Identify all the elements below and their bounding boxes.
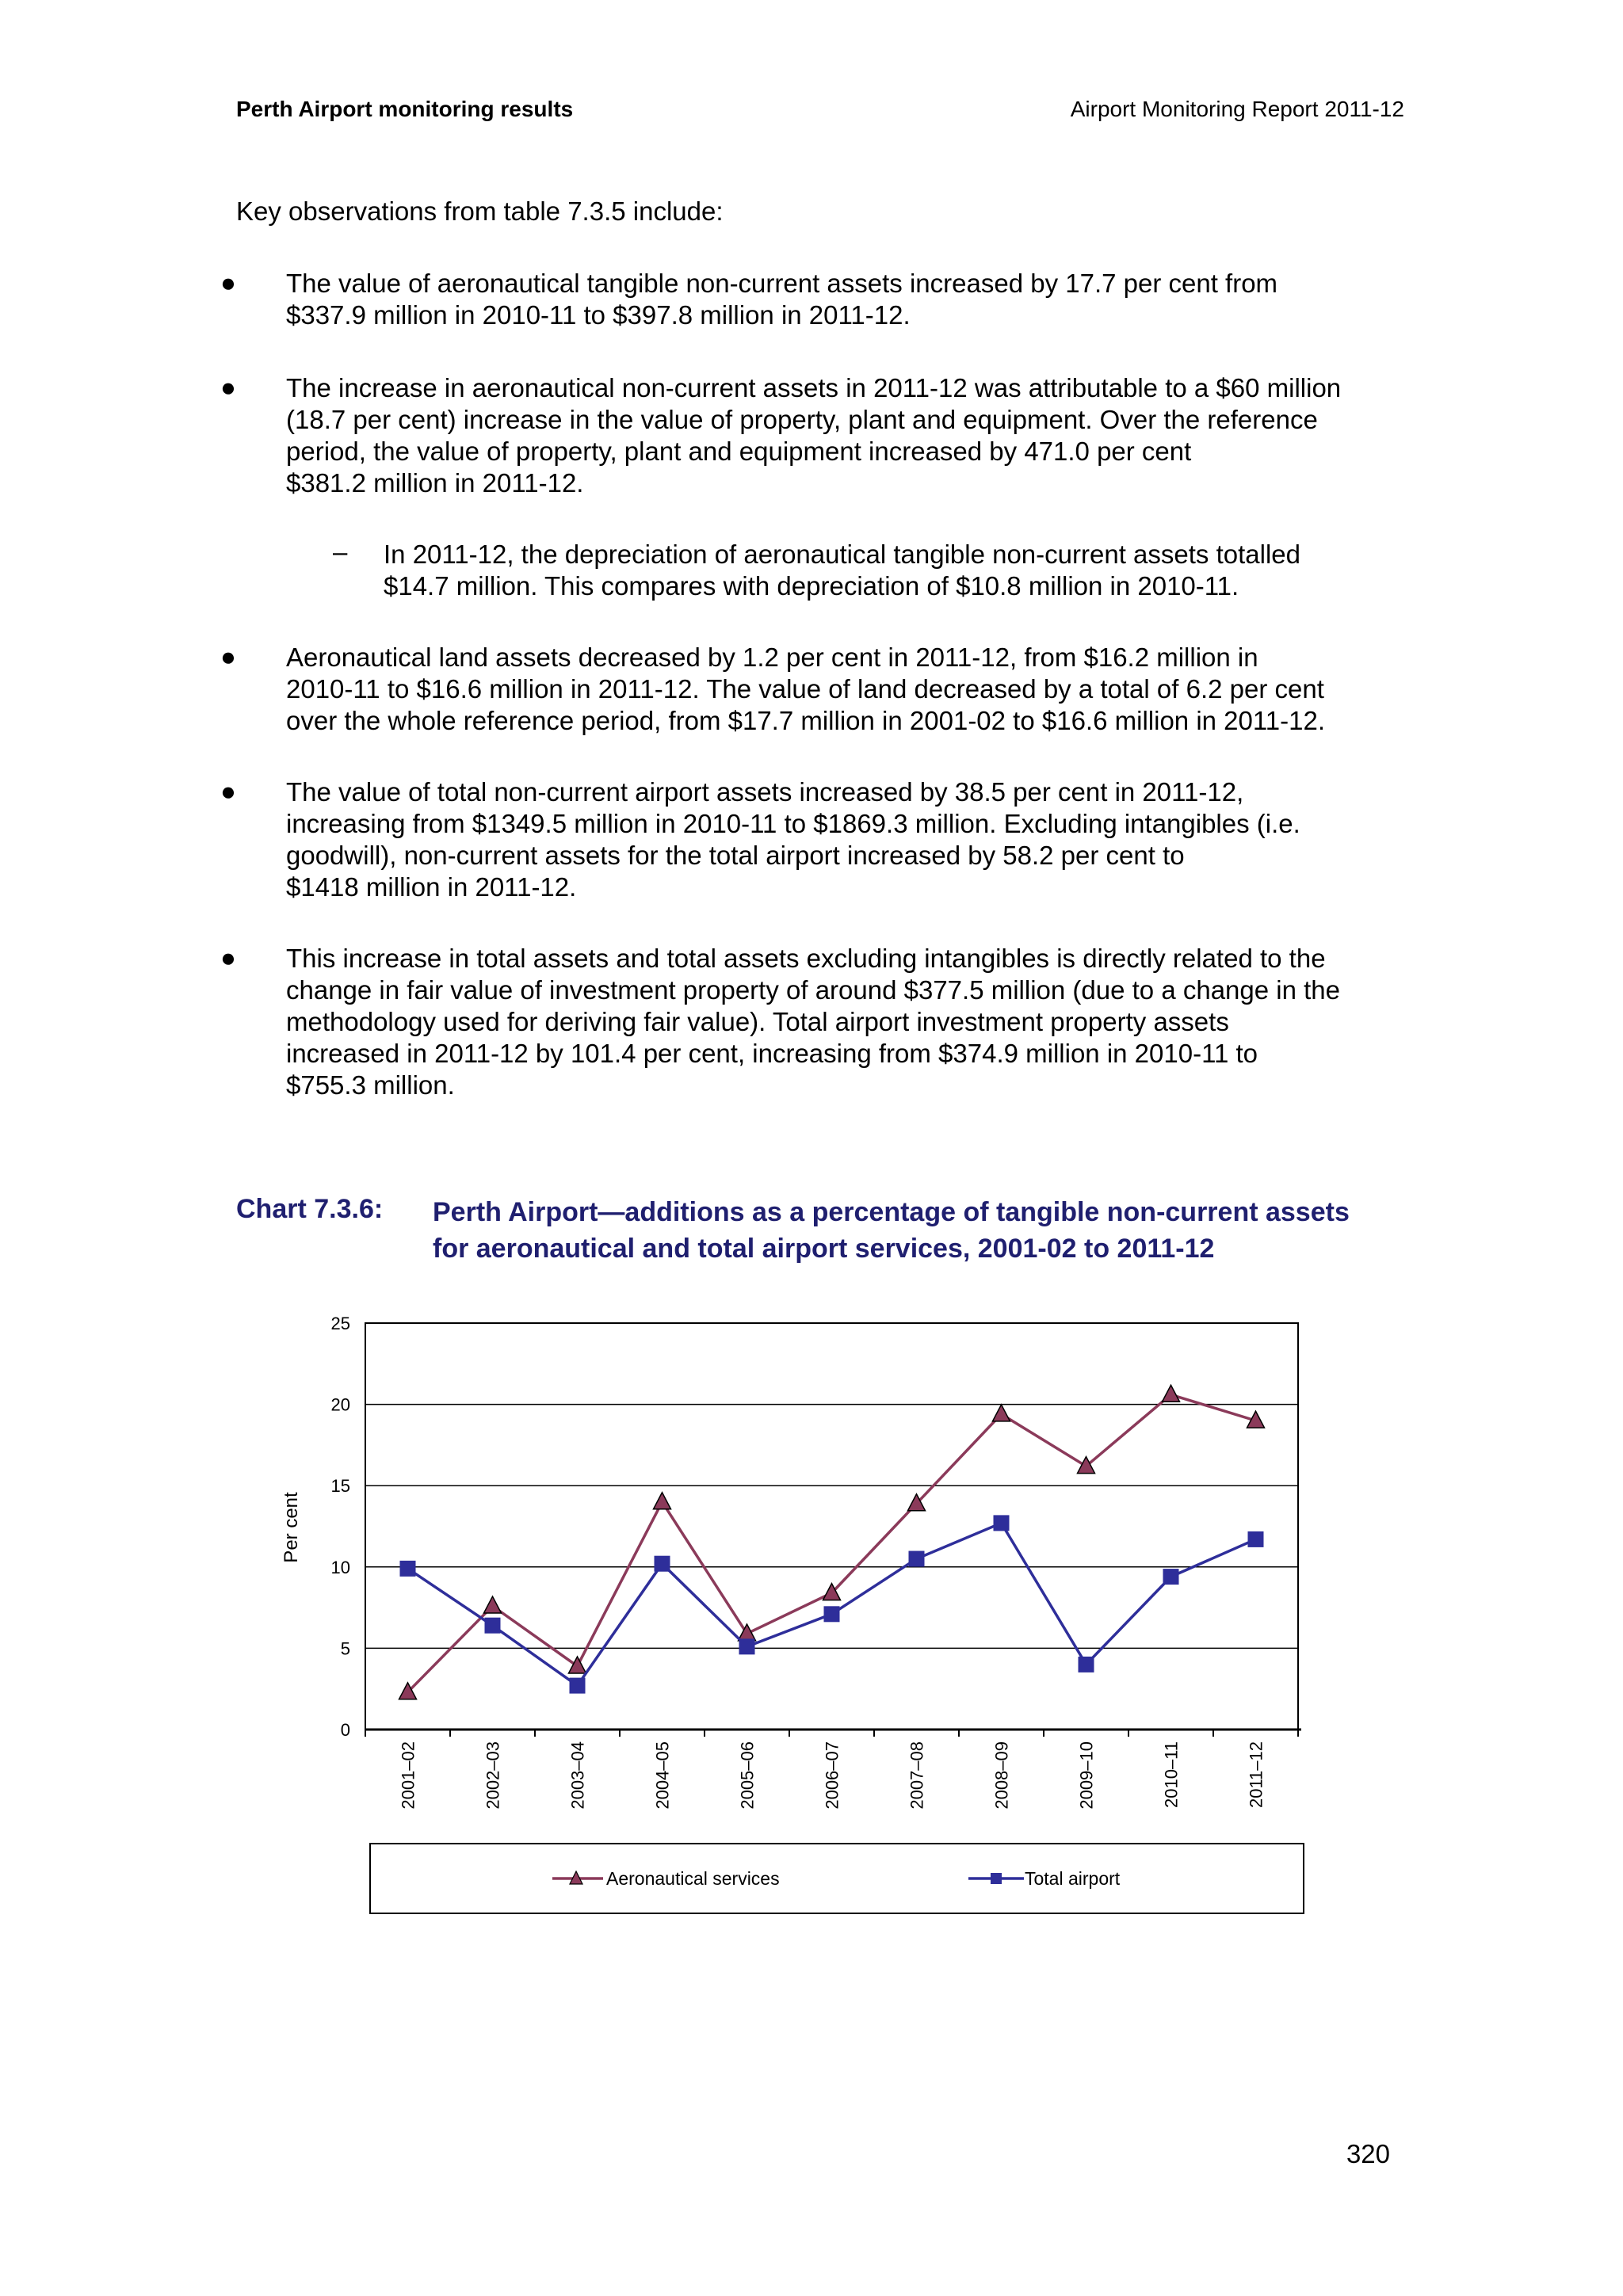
bullet-marker: ● <box>220 642 236 671</box>
y-axis-label: Per cent <box>281 1492 302 1563</box>
legend-label: Aeronautical services <box>606 1868 780 1889</box>
bullet-paragraph-5: This increase in total assets and total assets excluding intangibles is directly related to the change in fair value of investment property of around $377.5 million (due to a change in the methodology used for deriving fair value). Total airport investment property assets increased in 2011-12 by 101.4 per cent, increasing from $374.9 million in 2010-11 to $755.3 million. <box>286 944 1341 1100</box>
chart-title: Perth Airport—additions as a percentage of tangible non-current assets for aeronautical and total airport services, 2001-02 to 2011-12 <box>433 1197 1350 1264</box>
series-line-aeronautical-services <box>408 1394 1256 1692</box>
data-point-aeronautical-services <box>1163 1385 1180 1402</box>
y-tick-label: 15 <box>330 1476 350 1497</box>
data-point-aeronautical-services <box>1078 1457 1095 1474</box>
bullet-marker: ● <box>220 776 236 806</box>
bullet-marker: ● <box>220 372 236 402</box>
data-point-total-airport <box>1248 1531 1264 1547</box>
legend-label: Total airport <box>1025 1868 1121 1889</box>
data-point-total-airport <box>570 1678 586 1694</box>
y-tick-label: 10 <box>330 1557 350 1577</box>
bullet-marker: ● <box>220 943 236 972</box>
bullet-paragraph-2: The increase in aeronautical non-current assets in 2011-12 was attributable to a $60 million (18.7 per cent) increase in the value of property, plant and equipment. Over the reference period, the value of property, plant and equipment increased by 471.0 per cent $381.2 million in 2011-12. <box>286 373 1342 498</box>
x-tick-label: 2001–02 <box>398 1741 418 1810</box>
data-point-total-airport <box>909 1551 925 1567</box>
bullet-paragraph-1: The value of aeronautical tangible non-current assets increased by 17.7 per cent from $337.9 million in 2010-11 to $397.8 million in 2011-12. <box>286 269 1278 330</box>
data-point-total-airport <box>655 1556 670 1572</box>
y-tick-label: 0 <box>340 1720 350 1740</box>
data-point-total-airport <box>739 1638 755 1654</box>
y-tick-label: 5 <box>340 1638 350 1659</box>
sub-bullet-paragraph: In 2011-12, the depreciation of aeronautical tangible non-current assets totalled $14.7 million. This compares with depreciation of $10.8 million in 2010-11. <box>384 540 1300 601</box>
bullet-marker: ● <box>220 268 236 297</box>
data-point-total-airport <box>400 1561 416 1577</box>
chart-number-label: Chart 7.3.6: <box>236 1194 384 1224</box>
running-header-report: Airport Monitoring Report 2011-12 <box>1070 97 1404 121</box>
running-header-title: Perth Airport monitoring results <box>236 97 574 121</box>
data-point-aeronautical-services <box>654 1493 671 1509</box>
x-tick-label: 2008–09 <box>991 1741 1012 1810</box>
x-tick-label: 2009–10 <box>1076 1741 1097 1810</box>
x-tick-label: 2007–08 <box>907 1741 927 1810</box>
y-tick-label: 25 <box>330 1314 350 1333</box>
x-tick-label: 2002–03 <box>483 1741 503 1810</box>
intro-text: Key observations from table 7.3.5 include: <box>236 196 724 226</box>
legend-marker-square <box>991 1873 1002 1884</box>
data-point-total-airport <box>485 1618 501 1634</box>
x-tick-label: 2005–06 <box>737 1741 758 1810</box>
x-tick-label: 2010–11 <box>1161 1741 1182 1809</box>
data-point-total-airport <box>994 1515 1010 1531</box>
series-line-total-airport <box>408 1523 1256 1685</box>
data-point-total-airport <box>1079 1657 1094 1672</box>
x-tick-label: 2003–04 <box>567 1741 588 1810</box>
data-point-aeronautical-services <box>569 1657 586 1673</box>
y-tick-label: 20 <box>330 1394 350 1415</box>
x-tick-label: 2011–12 <box>1246 1741 1266 1809</box>
bullet-paragraph-3: Aeronautical land assets decreased by 1.2 per cent in 2011-12, from $16.2 million in 2010-11 to $16.6 million in 2011-12. The value of land decreased by a total of 6.2 per cent over the whole reference period, from $17.7 million in 2001-02 to $16.6 million in 2011-12. <box>286 643 1325 735</box>
bullet-paragraph-4: The value of total non-current airport assets increased by 38.5 per cent in 2011-12, increasing from $1349.5 million in 2010-11 to $1869.3 million. Excluding intangibles (i.e. goodwill), non-current assets for the total airport increased by 58.2 per cent to $1418 million in 2011-12. <box>286 777 1300 902</box>
data-point-aeronautical-services <box>484 1596 502 1613</box>
x-tick-label: 2004–05 <box>652 1741 673 1810</box>
legend-box <box>370 1844 1304 1913</box>
data-point-total-airport <box>824 1606 840 1622</box>
page-number: 320 <box>1346 2139 1390 2168</box>
data-point-aeronautical-services <box>993 1405 1010 1421</box>
x-tick-label: 2006–07 <box>822 1741 842 1810</box>
data-point-total-airport <box>1163 1569 1179 1585</box>
plot-area-frame <box>365 1323 1298 1730</box>
sub-bullet-dash: – <box>333 537 348 566</box>
